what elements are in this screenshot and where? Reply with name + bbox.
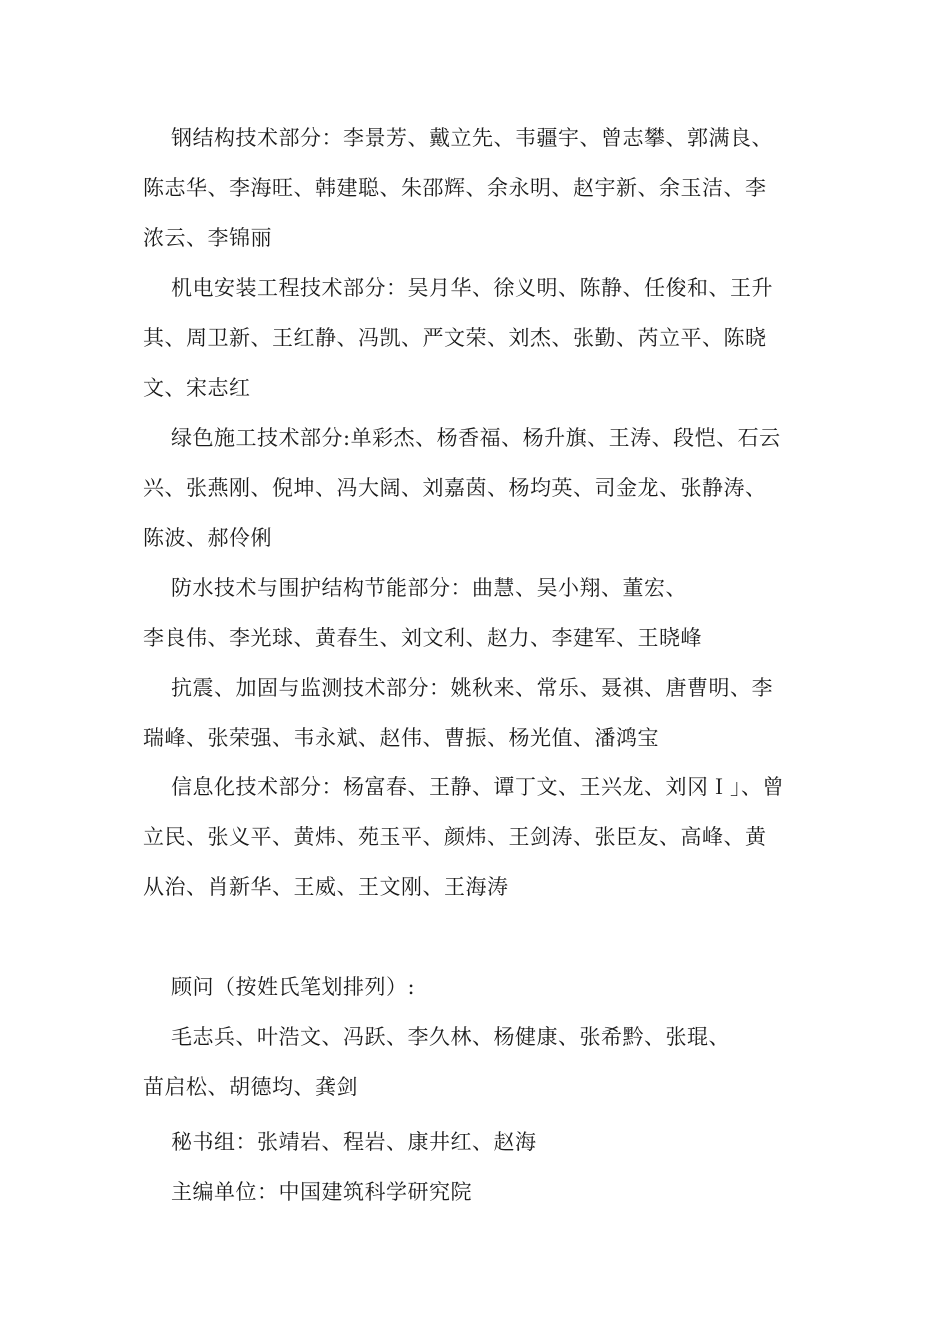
paragraph-line: 瑞峰、张荣强、韦永斌、赵伟、曹振、杨光值、潘鸿宝 — [143, 726, 659, 750]
paragraph-line: 钢结构技术部分：李景芳、戴立先、韦疆宇、曾志攀、郭满良、 — [171, 126, 773, 150]
paragraph-line: 抗震、加固与监测技术部分：姚秋来、常乐、聂祺、唐曹明、李 — [171, 676, 773, 700]
paragraph-line: 苗启松、胡德均、龚剑 — [143, 1075, 358, 1099]
paragraph-line: 其、周卫新、王红静、冯凯、严文荣、刘杰、张勤、芮立平、陈晓 — [143, 326, 767, 350]
advisors-heading: 顾问（按姓氏笔划排列）: — [171, 975, 416, 999]
paragraph-line: 浓云、李锦丽 — [143, 226, 272, 250]
paragraph-line: 陈波、郝伶俐 — [143, 526, 272, 550]
paragraph-line: 李良伟、李光球、黄春生、刘文利、赵力、李建军、王晓峰 — [143, 626, 702, 650]
paragraph-line: 陈志华、李海旺、韩建聪、朱邵辉、余永明、赵宇新、余玉洁、李 — [143, 176, 767, 200]
paragraph-line: 防水技术与围护结构节能部分：曲慧、吴小翔、董宏、 — [171, 576, 687, 600]
secretariat-line: 秘书组：张靖岩、程岩、康井红、赵海 — [171, 1130, 537, 1154]
paragraph-line: 立民、张义平、黄炜、苑玉平、颜炜、王剑涛、张臣友、高峰、黄 — [143, 825, 767, 849]
paragraph-line: 机电安装工程技术部分：吴月华、徐义明、陈静、任俊和、王升 — [171, 276, 773, 300]
editor-unit-line: 主编单位：中国建筑科学研究院 — [171, 1180, 472, 1204]
paragraph-line: 兴、张燕刚、倪坤、冯大阔、刘嘉茵、杨均英、司金龙、张静涛、 — [143, 476, 767, 500]
paragraph-line: 文、宋志红 — [143, 376, 251, 400]
paragraph-line: 绿色施工技术部分:单彩杰、杨香福、杨升旗、王涛、段恺、石云 — [171, 426, 781, 450]
paragraph-line: 从治、肖新华、王威、王文刚、王海涛 — [143, 875, 509, 899]
paragraph-line: 毛志兵、叶浩文、冯跃、李久林、杨健康、张希黔、张琨、 — [171, 1025, 730, 1049]
paragraph-line: 信息化技术部分：杨富春、王静、谭丁文、王兴龙、刘冈Ｉ」、曾 — [171, 775, 784, 799]
